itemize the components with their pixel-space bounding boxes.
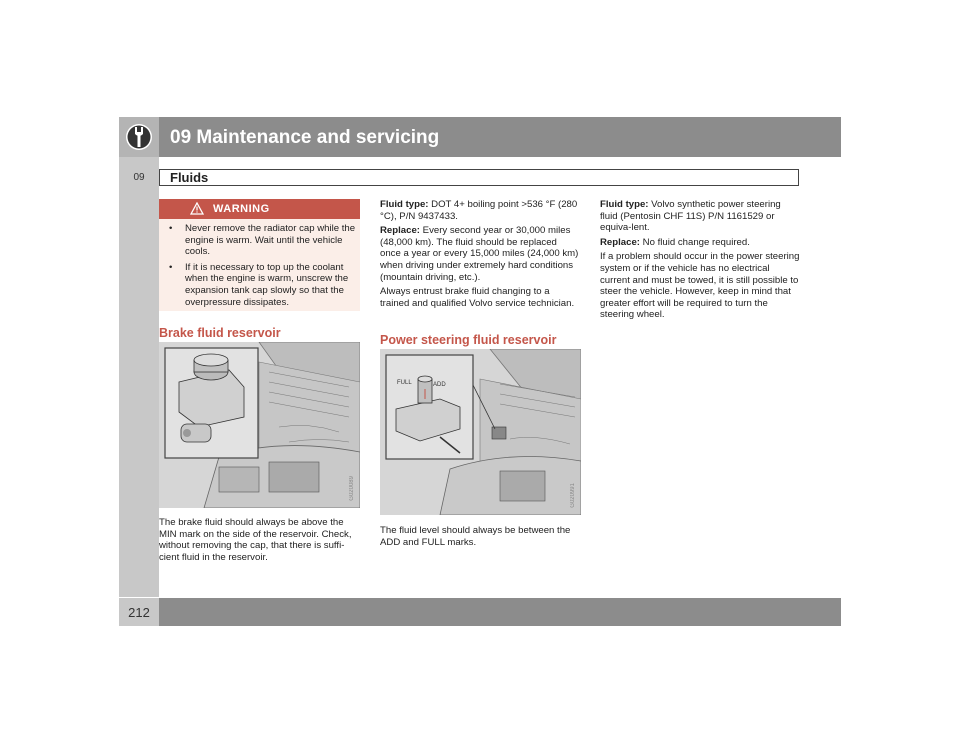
warning-item: • If it is necessary to top up the coolant when the engine is warm, unscrew the expansion tank cap slowly so that the overpressure dissipates.: [163, 262, 356, 308]
chapter-title: 09 Maintenance and servicing: [170, 127, 440, 148]
page-number: 212: [128, 605, 150, 620]
brake-replace: [380, 225, 580, 283]
brake-note: Always entrust brake fluid changing to a trained and qualified Volvo service technician.: [380, 286, 575, 309]
brake-fluid-type: [380, 199, 580, 222]
power-steering-caption: The fluid level should always be between the ADD and FULL marks.: [380, 525, 571, 548]
brake-spec-block: [380, 199, 580, 312]
brake-engine-illustration: [159, 342, 360, 508]
fluid-type-text: DOT 4+ boiling point >536 °F (280 °C), P/N 9437433.: [380, 199, 578, 222]
fluid-type-label: Fluid type:: [380, 199, 429, 210]
section-title-box: [159, 169, 799, 186]
replace-text: Every second year or 30,000 miles (48,000 km). The fluid should be replaced once a year or every 15,000 miles (24,000 km) when driving under extremely hard conditions (mountain driving, etc.).: [380, 225, 579, 283]
power-steering-figure: [380, 349, 581, 515]
full-mark-label: FULL: [397, 380, 412, 386]
replace-label: Replace:: [600, 236, 640, 248]
warning-title: WARNING: [213, 203, 270, 215]
warning-list: [163, 223, 356, 312]
warning-item: • Never remove the radiator cap while the engine is warm. Wait until the vehicle cools.: [163, 223, 356, 258]
fluid-type-text: Volvo synthetic power steering fluid (Pentosin CHF 11S) P/N 1161529 or equiva-lent.: [600, 199, 781, 234]
figure-code: G020991: [570, 483, 576, 508]
chapter-side-label: 09: [133, 172, 145, 183]
brake-figure: [159, 342, 360, 508]
add-mark-label: ADD: [433, 382, 446, 388]
ps-note: If a problem should occur in the power steering system or if the vehicle has no electrical current and must be towed, it is still possible to steer the vehicle. However, keep in mind that greater effort will be required to turn the steering wheel.: [600, 251, 800, 321]
warning-triangle-icon: [190, 202, 204, 215]
power-steering-engine-illustration: [380, 349, 581, 515]
ps-replace: [600, 237, 800, 249]
side-strip: [119, 157, 159, 597]
power-steering-heading: Power steering fluid reservoir: [380, 333, 557, 347]
fluid-type-label: Fluid type:: [600, 199, 649, 210]
ps-fluid-type: [600, 199, 800, 234]
section-title: Fluids: [170, 170, 209, 185]
replace-label: Replace:: [380, 225, 420, 237]
figure-code: G020089: [349, 476, 355, 501]
brake-caption: The brake fluid should always be above the MIN mark on the side of the reservoir. Check, without removing the cap, that there is suffi-cient fluid in the reservoir.: [159, 517, 352, 563]
wrench-icon: [119, 117, 159, 157]
power-steering-spec-block: [600, 199, 800, 324]
replace-text: No fluid change required.: [640, 236, 750, 248]
footer-band: [159, 598, 841, 626]
brake-heading: Brake fluid reservoir: [159, 326, 281, 340]
chapter-icon-box: [119, 117, 159, 157]
